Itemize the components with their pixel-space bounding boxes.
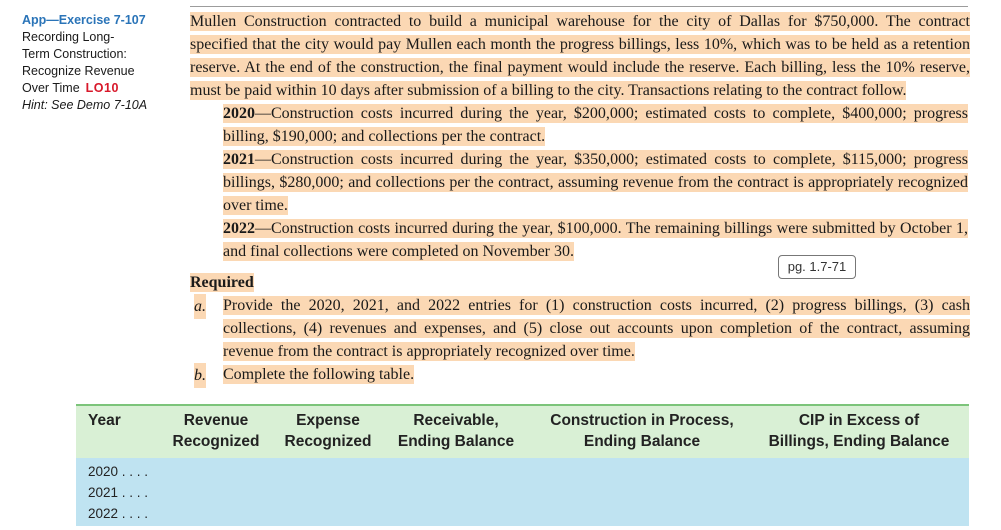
year-transactions bbox=[223, 102, 968, 263]
year-label: 2021 bbox=[223, 151, 255, 168]
problem-intro bbox=[190, 10, 970, 102]
required-text: Complete the following table. bbox=[223, 366, 415, 383]
exercise-subtitle-line: Recognize Revenue bbox=[22, 64, 135, 78]
year-text: —Construction costs incurred during the year, $100,000. The remaining billings were submitted by October 1, and final collections were completed on November 30. bbox=[223, 220, 968, 260]
exercise-sidebar bbox=[22, 12, 172, 114]
required-item-b bbox=[190, 363, 970, 386]
required-item-a bbox=[190, 294, 970, 363]
table-header bbox=[76, 404, 969, 458]
exercise-subtitle-line: Over Time bbox=[22, 81, 80, 95]
column-header-receivable: Receivable, Ending Balance bbox=[397, 412, 515, 450]
year-paragraph-2020 bbox=[223, 102, 968, 148]
required-letter: a. bbox=[194, 294, 206, 319]
column-header-cip-excess: CIP in Excess of Billings, Ending Balance bbox=[768, 412, 950, 450]
required-text: Provide the 2020, 2021, and 2022 entries for (1) construction costs incurred, (2) progress billings, (3) cash collections, (4) revenues and expenses, and (5) close out accounts upon completion of the contract, assuming revenue from the contract is appropriately recognized over time. bbox=[223, 297, 970, 360]
column-header-construction-in-process: Construction in Process, Ending Balance bbox=[550, 412, 734, 450]
column-header-year: Year bbox=[88, 412, 121, 429]
year-paragraph-2021 bbox=[223, 148, 968, 217]
problem-intro-text: Mullen Construction contracted to build a municipal warehouse for the city of Dallas for $750,000. The contract specified that the city would pay Mullen each month the progress billings, less 10%, which was to be held as a retention reserve. At the end of the construction, the final payment would include the reserve. Each billing, less the 10% reserve, must be paid within 10 days after submission of a billing to the city. Transactions relating to the contract follow. bbox=[190, 13, 970, 99]
year-text: —Construction costs incurred during the year, $200,000; estimated costs to complete, $400,000; progress billing, $190,000; and collections per the contract. bbox=[223, 105, 968, 145]
exercise-subtitle-line: Term Construction: bbox=[22, 47, 127, 61]
table-row-label: 2020 . . . . bbox=[88, 464, 149, 479]
table-row-label: 2021 . . . . bbox=[88, 485, 149, 500]
year-label: 2022 bbox=[223, 220, 255, 237]
page-reference-badge[interactable]: pg. 1.7-71 bbox=[778, 255, 856, 279]
column-header-expense: Expense Recognized bbox=[284, 412, 372, 450]
required-heading: Required bbox=[190, 274, 254, 291]
completion-table bbox=[76, 404, 969, 526]
exercise-title[interactable]: App—Exercise 7-107 bbox=[22, 13, 146, 27]
hint-text: Hint: See Demo 7-10A bbox=[22, 98, 148, 112]
year-label: 2020 bbox=[223, 105, 255, 122]
required-letter: b. bbox=[194, 363, 206, 388]
year-paragraph-2022 bbox=[223, 217, 968, 263]
column-header-revenue: Revenue Recognized bbox=[172, 412, 260, 450]
table-body bbox=[76, 458, 969, 526]
year-text: —Construction costs incurred during the year, $350,000; estimated costs to complete, $115,000; progress billings, $280,000; and collections per the contract, assuming revenue from the contract is appropriately recognized over time. bbox=[223, 151, 968, 214]
exercise-subtitle-line: Recording Long- bbox=[22, 30, 115, 44]
learning-objective-badge[interactable]: LO10 bbox=[85, 81, 119, 95]
table-row-label: 2022 . . . . bbox=[88, 506, 149, 521]
required-list bbox=[190, 294, 970, 386]
top-divider bbox=[190, 6, 968, 7]
